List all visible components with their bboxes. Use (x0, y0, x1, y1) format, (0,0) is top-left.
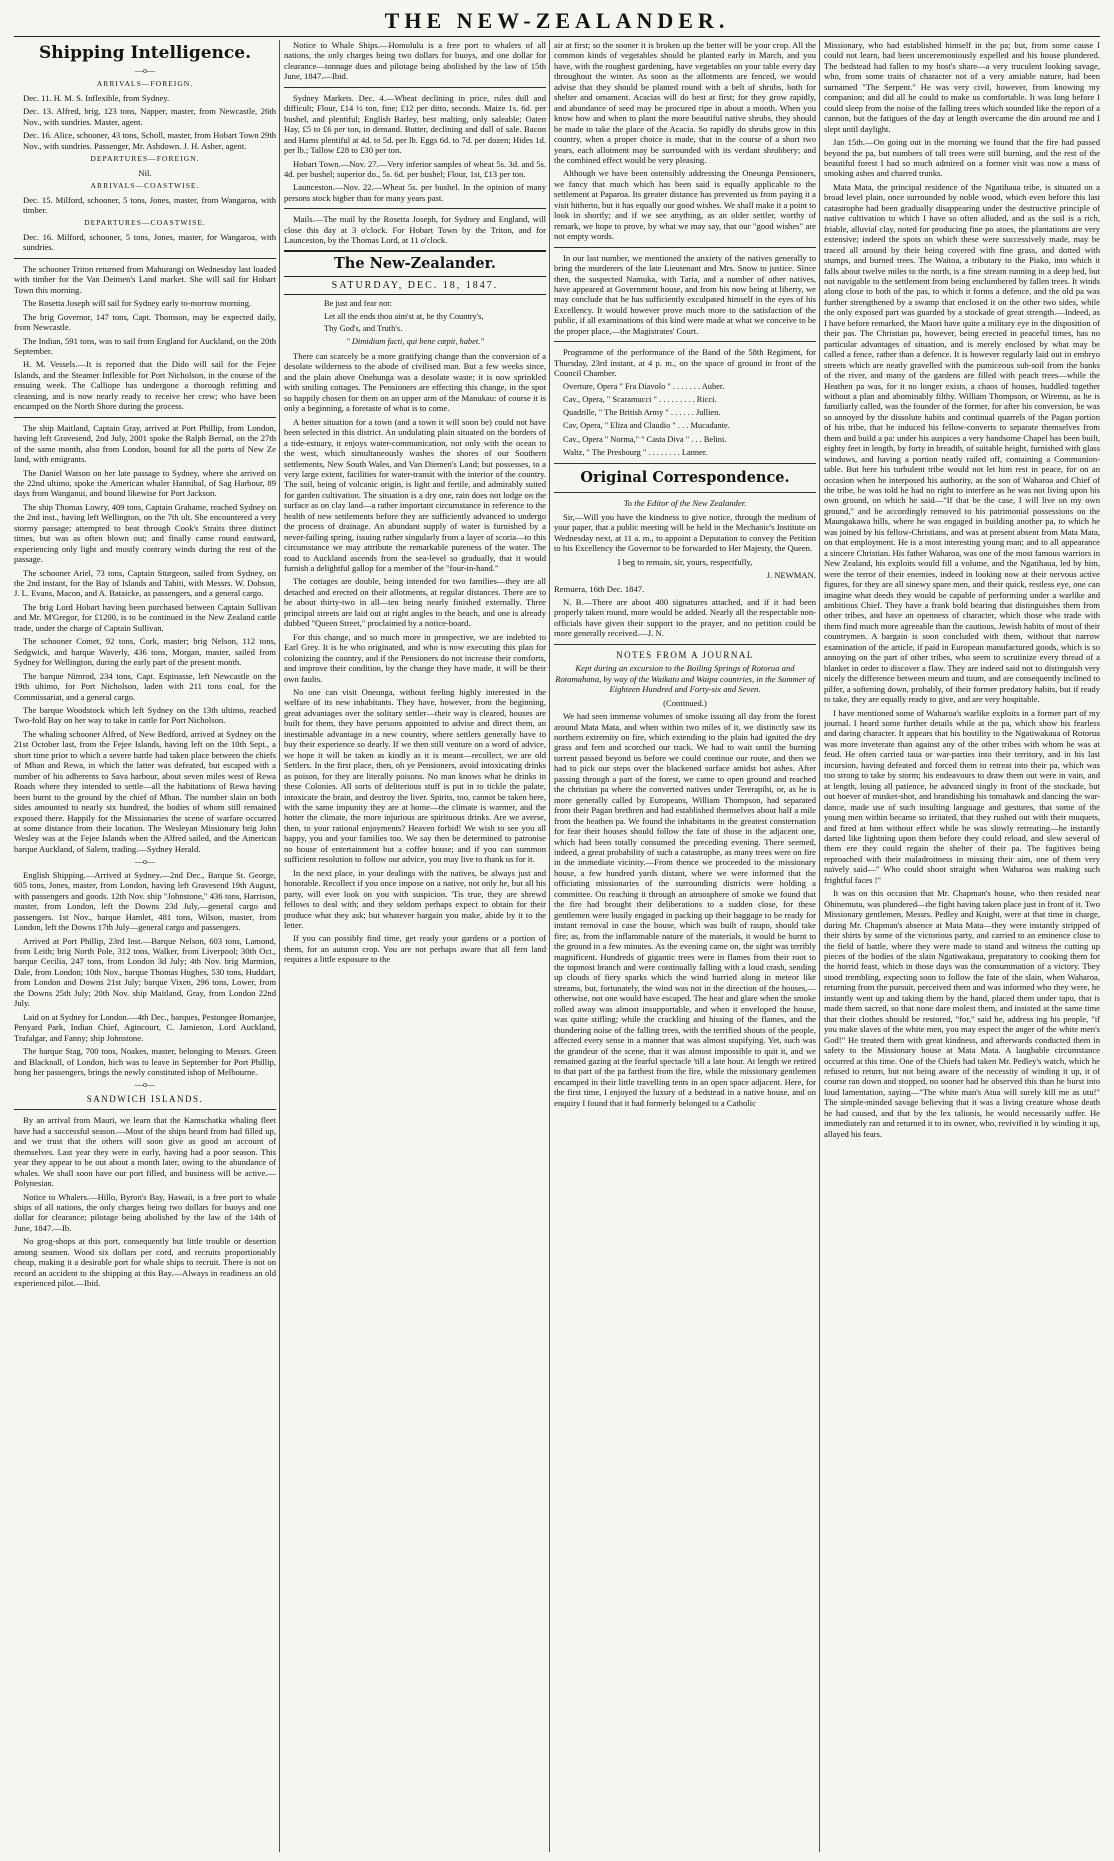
notes-continued: (Continued.) (663, 697, 707, 708)
letter-body: Sir,—Will you have the kindness to give notice, through the medium of your paper, that a public meeting will be held in the Mechanic's Institute on Wednesday next, at 11 a. m., to appoint a Deputation to convey the Petition to his Excellency the Governor to be forwarded to Her Majesty, the Queen. (554, 511, 816, 554)
arrival-item: Dec. 16. Alice, schooner, 43 tons, Scholl, master, from Hobart Town 29th Nov., with sundries. Passenger, Mr. Ashdown. J. H. Asher, agent. (23, 130, 276, 151)
shipping-paragraph: The whaling schooner Alfred, of New Bedford, arrived at Sydney on the 21st October last, from the Fejee Islands, having left on the 10th Sept., a short time prior to which a severe battle had taken place between the chiefs of Mban and Rewa, in which the latter was defeated, but escaped with a number of his adherents to Sava harbour, about seven miles west of Rewa Roads where they intended to settle—all the habitations of Rewa having been burnt to the ground by the chief of Mban. The number slain on both sides amounted to nearly six hundred, the bodies of whom still remained exposed there. Happily for the Missionaries the scene of warfare occurred at some distance from their location. The Wesleyan Missionary brig John Wesley was at the Fejee Islands when the Alfred sailed, and the American barque Auckland, of Salem, trading.—Sydney Herald. (14, 728, 276, 854)
column-divider (279, 40, 280, 1852)
shipping-paragraph: The schooner Comet, 92 tons, Cork, master; brig Nelson, 112 tons, Sedgwick, and barque Waverly, 436 tons, Morgan, master, sailed from Sydney for Wellington, during the early part of the present month. (14, 636, 276, 668)
editorial-paragraph: In the next place, in your dealings with the natives, be always just and honorable. Recollect if you once impose on a native, not only he, but all his party, will ever look on you with suspicion. 'Tis true, they are shrewd fellows to deal with; and they seldom perhaps expect to obtain for their produce what they ask; but whatever bargain you make, abide by it to the letter. (284, 867, 546, 930)
column-divider (549, 40, 550, 1852)
programme-item: Cav, Opera, " Eliza and Claudio " . . . Mucadante. (563, 421, 730, 431)
column-3 (554, 40, 816, 1852)
motto-line: Thy God's, and Truth's. (324, 324, 403, 334)
editorial-paragraph: air at first; so the sooner it is broken up the better will be your crop. All the common kinds of vegetables should be planted early in March, and you have, with the roughest gardening, have vegetables on your table every day throughout the winter. As soon as the allotments are fenced, we would advise that they should be planted round with a belt of shrubs, both for shelter and ornament. Acacias will do best at first; for they grow rapidly, and abundance of seed may be procured ripe in about a month. When you know how and when to plant the more beautiful native shrubs, they should be made to take the place of the Acacia. So rapidly do shrubs grow in this country, when a proper choice is made, that in the course of a short two years, each allotment may be surrounded with its verdant shrubbery; and the combined effect would be very pleasing. (554, 40, 816, 165)
shipping-paragraph: The Rosetta Joseph will sail for Sydney early to-morrow morning. (23, 298, 252, 309)
shipping-paragraph: The barque Woodstock which left Sydney on the 13th ultimo, reached Two-fold Bay on her way to take in cattle for Port Nicholson. (14, 705, 276, 726)
notes-paragraph: Mata Mata, the principal residence of the Ngatihaua tribe, is situated on a broad level plain, once surrounded by noble wood, which even before this last catastrophe had been gradually disappearing under the destructive principle of native cultivation to which I have so often alluded, and as the soil is a rich, friable, alluvial clay, noted for producing fine po atoes, the plantations are very extensive; indeed the spots on which these were successively made, may be traced all around by their being covered with fine grass, and dotted with stumps, and burned trees. The Waitoa, a tributary to the Piako, into which it falls about twelve miles to the north, is a fine stream running in a deep bed, but not navigable to the settlement from being enclumbered by fallen trees. It winds along close to both of the pas, to which it forms a defence, and the old pa was further strengthened by a swamp that enclosed it on the other two sides, while the only exposed part was guarded by a stockade of great strength.—Indeed, as I have before remarked, the Maori have quite a military eye in the disposition of their pas. The Christian pa, however, being erected in peaceful times, has no particular advantages of situation, and is merely enclosed by what may be called a fence, rather than a defence. It is however regularly laid out in embryo streets which are neatly gravelled with the pumiceous sub-soil from the banks of the river, and many of the gardens are filled with peach trees—while the Heathen pa was, for it no longer exists, a chaos of houses, huddled together without a plan and abominably filthy. William Thompson, or Wiremu, as he is familiarly called, was the founder of the former, for after his conversion, he was so annoyed by the dissolute habits and continual quarrels of the Pagan portion of his tribe, that he induced his fellow-converts to separate themselves from them and build a pa: under his auspices a very handsome Chapel has been built, eighty feet in length, by forty in breadth, of suitable height, furnished with glass windows, and having a portion neatly railed off, containing a Communion-table. But here his turbulent tribe would not let him rest in peace, for on an occasion when he interposed his authority, as the son of Waharoa and Chief of the tribe, he was told he had no right to interfere as he was not living upon his own ground, on which he said—"If that be the case, I will live on my own ground," and he accordingly removed to his patrimonial possessions on the Maungakawa hills, where he was engaged in building another pa, to which he was joined by his fellow-Christians, and was at present absent from Mata Mata, on that employment. He is a most interesting young man; and to all appearance a sincere Christian. His father Waharoa, was one of the most famous warriors in New Zealand, his exploits would fill a volume, and the Ngatihaua, led by him, were the terror of their enemies, indeed in looking now at their nervous active figures, for they are all sinewy spare men, and their quick, restless eye, one can imagine what deeds they would be capable of performing under a warlike and ambitious Chief. They have a frank bold bearing that distinguishes them from other tribes, and have an openness of character, which those who trade with them find much more agreeable than the cautious, Jewish habits of most of their countrymen. A bargain is soon concluded with them, without that narrow examination of the article, if paid in European manufactured goods, which is so annoying on the part of other tribes, who seem to scrutinize every thread of a blanket in order to discover a flaw. They are indeed said not to distinguish very nicely the difference between meum and tuum, and are consequently inclined to pilfer, a softening down, probably, of their former predatory habits, but if ready to take, they are equally ready to give, and are very hospitable. (824, 181, 1100, 705)
editorial-paragraph: A better situation for a town (and a town it will soon be) could not have been selected in this district. An undulating plain situated on the borders of a tide-estuary, it enjoys water-communication, not only with the ocean to the west, which simultaneously washes the shores of our Southern settlements, New South Wales, and Van Diemen's Land; but possesses, to a very large extent, facilities for water-transit with the interior of the country. The soil, being of volcanic origin, is light and fertile, and admirably suited for garden cultivation. The situation is a dry one, rain does not lodge on the surface as on clay land—a rather important circumstance in reference to the health of new settlements before they are sufficiently advanced to undergo the process of drainage. An abundant supply of water is furnished by a never-failing spring, issuing rather singularly from a layer of scoria—to this circumstance we may attribute the remarkable pureness of the water. The road to Auckland ascends from the sea-level so gradually, that it would furnish a delightful gallop for a member of the "four-in-hand." (284, 416, 546, 574)
sandwich-paragraph: No grog-shops at this port, consequently but little trouble or desertion among seamen. Wood six dollars per cord, and recruits proportionably cheap, making it a desirable port for whale ships to recruit. There is not on record an accident to the shipping at this Bay.—Always in readiness an old experienced pilot.—Ibid. (14, 1236, 276, 1289)
shipping-paragraph: The Daniel Watson on her late passage to Sydney, where she arrived on the 22nd ultimo, spoke the American whaler Hannibal, of Sag Harbour, 89 days from Wanganui, and bound likewise for Port Jackson. (14, 467, 276, 499)
sandwich-islands-heading: SANDWICH ISLANDS. (86, 1093, 204, 1104)
divider-ornament: —o— (135, 857, 155, 867)
notes-subtitle: Kept during an excursion to the Boiling Springs of Rotorua and Rotomahana, by way of the Waikato and Waipa countries, in the Summer of Eighteen Hundred and Forty-six and Seven. (555, 663, 815, 695)
paper-title: The New-Zealander. (334, 254, 496, 272)
shipping-paragraph: English Shipping.—Arrived at Sydney.—2nd Dec., Barque St. George, 605 tons, Jones, master, from London, having left Gravesend 19th August, with passengers and goods. 12th Nov. ship "Johnstone," 436 tons, Harrison, master, from London, left the Downs 23d July,—general cargo and passengers. 1st Nov., barque Hamlet, 481 tons, Wilson, master, from London, left the Downs 17th July—general cargo and passengers. (14, 869, 276, 933)
notes-paragraph: Missionary, who had established himself in the pa; but, from some cause I could not learn, had been unceremoniously expelled and his house plundered. The bedstead had fallen to my host's share—a very truculent looking savage, who, from some traits of character not of a very amiable nature, had been surnamed "The Serpent." He was very civil, however, from knowing my companion; and did all he could to make us comfortable. It was long before I could sleep from the noise of the falling trees which sounded like the report of a cannon, but the fatigues of the day at length overcame the din around me and I slept until daylight. (824, 40, 1100, 134)
letter-postscript: N. B.—There are about 400 signatures attached, and if it had been properly taken round, more would be added. Nearly all the respectable non-officials have given their support to the prayer, and no petition could be more generally received.—J. N. (554, 597, 816, 639)
programme-item: Waltz, " The Presbourg " . . . . . . . . Lanner. (563, 448, 708, 458)
column-2 (284, 40, 546, 1852)
departures-foreign-value: Nil. (138, 167, 152, 178)
shipping-paragraph: H. M. Vessels.—It is reported that the Dido will sail for the Fejee Islands, and the Steamer Inflexible for Port Nicholson, in the course of the ensuing week. The Calliope has undergone a thorough refitting and cleansing, and is now nearly ready to receive her crew; who have been encamped on the North Shore during the process. (14, 359, 276, 412)
anxiety-paragraph: In our last number, we mentioned the anxiety of the natives generally to bring the murderers of the late Lieutenant and Mrs. Snow to justice. Since then, the suspected Namuka, with Taria, and a number of other natives, have appeared at Government house, and from his now being at liberty, we may conclude that he has sufficiently exculpated himself in the eyes of his Excellency. It would however prove much more to the satisfaction of the public, if all examinations of this kind were made at what we conceive to be the proper place,—the Magistrates' Court. (554, 252, 816, 336)
market-paragraph: Launceston.—Nov. 22.—Wheat 5s. per bushel. In the opinion of many persons stock higher than for many years past. (284, 182, 546, 203)
column-divider (819, 40, 820, 1852)
editorial-paragraph: If you can possibly find time, get ready your gardens or a portion of them, for an autumn crop. You are not perhaps aware that all fern land requires a little exposure to the (284, 933, 546, 965)
arrival-item: Dec. 15. Milford, schooner, 5 tons, Jones, master, from Wangaroa, with timber. (23, 194, 276, 215)
column-4 (824, 40, 1100, 1852)
masthead: THE NEW-ZEALANDER. (384, 8, 730, 33)
arrival-item: Dec. 13. Alfred, brig, 123 tons, Napper, master, from Newcastle, 26th Nov., with sundries. Master, agent. (23, 106, 276, 127)
shipping-paragraph: The brig Lord Hobart having been purchased between Captain Sullivan and Mr. M'Gregor, for £1200, is to be continued in the New Zealand cattle trade, under the charge of Captain Sullivan. (14, 601, 276, 633)
editorial-paragraph: No one can visit Oneunga, without feeling highly interested in the welfare of its new inhabitants. They have, however, from the beginning, great advantages over the solitary settler—their way is cleared, houses are built for them, they have persons appointed to advise and direct them, an inestimable advantage in a new country, where settlers generally have to buy their experience so dearly. If we then still venture on a word of advice, we hope it will be taken as kindly as it is meant—recollect, we are old Settlers. In the first place, then, oh ye Pensioners, avoid intoxicating drinks as poison, for they are literally poisons. No man knows what he drinks in these Colonies. All sorts of deliterious stuff is put in to tickle the palate, intoxicate the brain, and destroy the liver. Spirits, too, cannot be taken here, with the same impunity they are at home—the climate is warmer, and the hotter the climate, the more injurious are spirituous drinks. Are we averse, then, to your rational enjoyments? Heaven forbid! We wish to see you all happy, you and your families too. We say then be determined to patronise no house of entertainment but a coffee house; and if you can summon sufficient resolution to follow our advice, you may live to thank us for it. (284, 687, 546, 865)
shipping-paragraph: The schooner Ariel, 73 tons, Captain Sturgeon, sailed from Sydney, on the 2nd instant, for the Bay of Islands and Tahiti, with Messrs. W. Dobson, J. L. Evans, Macon, and A. Bataicke, as passengers, and a general cargo. (14, 567, 276, 599)
band-programme (554, 382, 816, 459)
editorial-paragraph: The cottages are double, being intended for two families—they are all detached and erected on their allotments, at regular distances. There are to be about thirty-two in all—ten being nearly finished externally. Three principal streets are laid out at right angles to the beach, and one is already dubbed "Queen Street," proclaimed by a notice-board. (284, 576, 546, 629)
shipping-paragraph: Laid on at Sydney for London.—4th Dec., barques, Pestongee Bomanjee, Penyard Park, Indian Chief, Agincourt, C. Jamieson, Lord Auckland, Trafalgar, and Fanny; ship Johnstone. (14, 1011, 276, 1043)
editorial-paragraph: Although we have been ostensibly addressing the Oneunga Pensioners, we fancy that much which has been said is equally applicable to the settlement at Paparoa. Its greater distance has prevented us from paying it a visit hitherto, but it has equally our good wishes. We shall make it a point to look in shortly; and if we see anything, as an older settler, worthy of remark, we hope to prove, by what we may say, that our "good wishes" are not empty words. (554, 168, 816, 242)
shipping-paragraph: Arrived at Port Phillip, 23rd Inst.—Barque Nelson, 603 tons, Lamond, from Leith; brig North Pole, 312 tons, Walker, from Liverpool; 30th Oct., barque Cecilia, 247 tons, from London 3d July; 4th Nov. brig Marmion, Dale, from London; 10th Nov., barque Thomas Hughes, 530 tons, Huddart, from London and Downs 21st July; barque Vixen, 296 tons, Lower, from the Downs 25th July; 20th Nov. ship Maitland, Gray, from London 22nd July. (14, 935, 276, 1009)
notes-paragraph: Jan 15th.—On going out in the morning we found that the fire had passed beyond the pa, but numbers of tall trees were still burning, and the rest of the beautiful forest I had so much admired on a former visit was now a mass of smoking ashes and charred trunks. (824, 137, 1100, 179)
issue-date: SATURDAY, DEC. 18, 1847. (331, 279, 499, 291)
shipping-heading: Shipping Intelligence. (39, 43, 251, 63)
departure-item: Dec. 16. Milford, schooner, 5 tons, Jones, master, for Wangaroa, with sundries. (23, 231, 276, 253)
programme-item: Quadrille, " The British Army " . . . . . . Jullien. (563, 408, 721, 418)
band-paragraph: Programme of the performance of the Band of the 58th Regiment, for Thursday, 23rd instant, at 4 p. m., on the space of ground in front of the Council Chamber. (554, 347, 816, 379)
editorial-paragraph: There can scarcely be a more gratifying change than the conversion of a desolate wilderness to the abode of civilised man. But a few weeks since, and the plain above Onehunga was a desolate waste; it is now sprinkled with smiling cottages. The Pensioners are effecting this change, in the spot so happily chosen for them on an upper arm of the Manukau: of course it is only a beginning, a foretaste of what is to come. (284, 350, 546, 414)
arrival-item: Dec. 11. H. M. S. Inflexible, from Sydney. (23, 92, 170, 103)
departures-coastwise-label: DEPARTURES—COASTWISE. (84, 218, 206, 228)
divider-ornament: —o— (135, 66, 155, 75)
divider-ornament: —o— (135, 1080, 155, 1090)
sandwich-paragraph: By an arrival from Mauri, we learn that the Kamschatka whaling fleet have had a successful season.—Most of the ships heard from had filled up, and we trust that the others will soon give as good an account of themselves. Last year they were in early, having had a poor season. This year they appear to be out about a month later, owing to the abundance of whales. We shall soon have our port filled, and business will be active.—Polynesian. (14, 1115, 276, 1189)
shipping-paragraph: The Indian, 591 tons, was to sail from England for Auckland, on the 20th September. (14, 335, 276, 356)
mails-paragraph: Mails.—The mail by the Rosetta Joseph, for Sydney and England, will close this day at 3 o'clock. For Hobart Town by the Triton, and for Launceston, by the Thomas Lord, at 11 o'clock. (284, 214, 546, 246)
shipping-paragraph: The schooner Triton returned from Mahurangi on Wednesday last loaded with timber for the Van Deimen's Land market. She will sail for Hobart Town this morning. (14, 263, 276, 295)
original-correspondence-heading: Original Correspondence. (580, 469, 790, 487)
shipping-paragraph: The barque Nimrod, 234 tons, Capt. Espinasse, left Newcastle on the 19th ultimo, for Port Nicholson, laden with 211 tons coal, for the Commissariat, and a general cargo. (14, 670, 276, 702)
notes-paragraph: I have mentioned some of Waharoa's warlike exploits in a former part of my journal. I heard some further details while at the pa, which show his fearless and daring character. It appears that his hostility to the Ngatiwakaua of Rotorua was more inveterate than against any of the other tribes with whom he was at feud. He often carried taua or war-parties into their territory, and in his last incursion, having defeated and forced them to retreat into their pa, which was too strong to take by storm; his endeavours to draw them out were in vain, and at length, losing all patience, he advanced singly in front of the stockade, but out hoever of musket-shot, and brandishing his tomahawk and dancing the war-dance, made use of such insulting language and gestures, that some of the young men within became so irritated, that they rushed out with their muquets, and fired at him without effect while he was slowly retreating—he instantly darted like lightning upon them before they could reload, and slew several of them ere they could regain the shelter of their pa. The fugitives being reproached with their maladroitness in missing their aim, one of them very naïvely said—" Who could shoot straight when Waharoa was making such frightful faces !" (824, 707, 1100, 885)
departures-foreign-label: DEPARTURES—FOREIGN. (90, 154, 200, 164)
arrivals-coastwise-label: ARRIVALS—COASTWISE. (90, 181, 200, 191)
latin-quote: " Dimidium facti, qui bene cœpit, habet." (346, 336, 484, 346)
programme-item: Overture, Opera " Fra Diavolo " . . . . . . . Auber. (563, 381, 725, 391)
letter-addressee: To the Editor of the New Zealander. (623, 498, 747, 509)
letter-signature: J. NEWMAN. (766, 570, 816, 581)
shipping-paragraph: The ship Maitland, Captain Gray, arrived at Port Phillip, from London, having left Gravesend, 2nd July, 2001 spoke the Ralph Bernal, on the 27th of the same month, also from London, bound for all the ports of New Ze land, with emigrants. (14, 422, 276, 465)
programme-item: Cav., Opera " Norma," " Casta Diva " . . . Belini. (563, 434, 727, 444)
shipping-paragraph: The ship Thomas Lowry, 409 tons, Captain Grahame, reached Sydney on the 2nd inst., having left Wellington, on the 7th ult. She encountered a very stormy passage; attempted to beat through Cook's Straits three distinct times, but was as often blown out; and finally came round eastward, experiencing only light and mostly contrary winds during the rest of the passage. (14, 501, 276, 565)
motto-line: Be just and fear not: (324, 299, 392, 309)
letter-close: I beg to remain, sir, yours, respectfully, (617, 556, 753, 567)
market-paragraph: Hobart Town.—Nov. 27.—Very inferior samples of wheat 5s. 3d. and 5s. 4d. per bushel; superior do., 5s. 6d. per bushel; Flour, 1st, £13 per ton. (284, 158, 546, 179)
shipping-paragraph: The barque Stag, 700 tons, Noakes, master, belonging to Messrs. Green and Blacknall, of London, hich was to leave in September for Port Phillip, hong her passengers, brings the newly constituted ishop of Melbourne. (14, 1046, 276, 1077)
column-1 (14, 40, 276, 1852)
market-paragraph: Sydney Markets. Dec. 4.—Wheat declining in price, rules dull and difficult; Flour, £14 ½ ton, fine; £12 per ditto, seconds. Maize 1s. 6d. per bushel, and plentiful; English Barley, best malting, only saleable; Oaten Hay, £5 to £6 per ton, in demand. Butter, declining and dull of sale. Bacon and Hams plentiful at 4d. to 5d. per lb. Eggs 6d. to 7d. per dozen; Hides 1d. per lb.; Tallow £28 to £30 per ton. (284, 92, 546, 156)
notice-paragraph: Notice to Whale Ships.—Homolulu is a free port to whalers of all nations, the only charges being two dollars for buoys, and one dollar for clearance—tonnage dues and pilotage being abolished by the law of 15th June, 1847.—Ibid. (284, 40, 546, 82)
notes-paragraph: It was on this occasion that Mr. Chapman's house, who then resided near Ohinemutu, was plundered—the fight having taken place just in front of it. Two Missionary gentlemen, Messrs. Pedley and Knight, were at that time in charge, during Mr. Chapman's absence at Mata Mata—they were instantly stripped of their shirts by some of the victorious party, and carried to an eminence close to the field of battle, where they were made to stand and witness the cutting up pieces of the bodies of the slain Ngatiwakaua, preparatory to cooking them for the horrid feast, which in those days was the consummation of a victory. They stood trembling, expecting soon to follow the fate of the slain, when Waharoa, returning from the pursuit, perceived them and was informed who they were, he instantly went up and taking them by the hand, placed them under tapu, that is made them sacred, so that none dare molest them, and insisted at the same time that their clothes should be restored, "for," said he, address ing his people, "if you make slaves of the white men, you may expect the anger of the white men's God!" He treated them with great kindness, and afterwards conducted them in safety to the Missionary house at Mata Mata. A laughable circumstance occurred at this time. One of the Chiefs had taken Mr. Pedley's watch, which he refused to return, but not being aware of the necessity of winding it up, it of course ran down and stopped, no sooner had he observed this than he burst into loud lamentation, saying—"The white man's Atua will surely kill me as utu!" The simple-minded savage believing that it was a living creature whose death he had caused, and that by the lex talionis, he would necessarily suffer. He immediately ran and returned it to its owner, who, revivified it by winding it up, allayed his fears. (824, 888, 1100, 1139)
masthead-rule (14, 36, 1100, 37)
sandwich-paragraph: Notice to Whalers.—Hillo, Byron's Bay, Hawaii, is a free port to whale ships of all nations, the only charges being two dollars for buoys and one dollar for clearance; pilotage being abolished by the law of the 14th of June, 1847.—Ib. (14, 1191, 276, 1233)
arrivals-foreign-label: ARRIVALS—FOREIGN. (96, 79, 194, 89)
notes-paragraph: We had seen immense volumes of smoke issuing all day from the forest around Mata Mata, and when within two miles of it, we distinctly saw its northern extremity on fire, which extending to the plain had ignited the dry grass and fern and scorched our track. We had to wait until the burning torrent passed beyond us before we could continue our route, and then we had to pick our steps over the blackened surface amidst hot ashes. After passing through a part of the forest, we came to open ground and reached the christian pa where the converted natives under Tererapihi, or, as he is more generally called by Europeans, William Thompson, had separated from their Pagan brethren and had established themselves about half a mile from the heathen pa. We found the inhabitants in the greatest consternation for fear their houses should follow the fate of those in the adjacent one, which had been totally consumed the preceding evening. There seemed, indeed, a great probability of such a catastrophe, as many trees were on fire in the immediate vicinity.—From thence we proceeded to the missionary house, a few hundred yards distant, where we were informed that the officiating missionaries of the surrounding districts were holding a committee. On reaching it through an atmosphere of smoke we found that the fire had brought their deliberations to a sudden close, for these gentlemen were busily engaged in packing up their baggage to be ready for instant removal in case the house, which was built of raupo, should take fire; as, from the inflammable nature of the materials, it would be burnt to the ground in a few minutes. As the evening came on, the sight was terribly magnificent. Hundreds of gigantic trees were in flames from their root to the topmost branch and were continually falling with a loud crash, sending up clouds of fiery sparks which the wind hurried along in meteor like streams, but, fortunately, the wind was not in the direction of the houses,—otherwise, not one would have escaped. The heat and glare when the smoke rolled away was almost insupportable, and when it enveloped the house, was quite stifling; while the crackling and hissing of the flames, and the thundering noise of the falling trees, with the terrified shouts of the people, affected every sense in a manner that was almost stupifying. Yet, such was the grandeur of the scene, that it was almost impossible to quit it, and we remained gazing at the fearful spectacle 'till a late hour. At length we retired to that part of the pa farthest from the fire, while the missionary gentlemen encamped in their little travelling tents in an open space adjacent. Here, for the first time, I enjoyed the luxury of a bedstead in a native house, and on enquiry I found that it had formerly belonged to a Catholic (554, 711, 816, 1108)
editorial-paragraph: For this change, and so much more in prospective, we are indebted to Earl Grey. It is he who originated, and who is now executing this plan for colonizing the country, and if the Pensioners do not increase their comforts, and improve their condition, by the change they have made, it will be their own faults. (284, 631, 546, 684)
shipping-paragraph: The brig Governor, 147 tons, Capt. Thomson, may be expected daily, from Newcastle. (14, 311, 276, 333)
letter-place: Remuera, 16th Dec. 1847. (554, 583, 645, 594)
notes-journal-heading: NOTES FROM A JOURNAL (616, 649, 754, 660)
programme-item: Cav., Opera, " Scaramucci " . . . . . . . . . Ricci. (563, 394, 717, 404)
motto-line: Let all the ends thou aim'st at, be thy Country's, (324, 311, 484, 321)
